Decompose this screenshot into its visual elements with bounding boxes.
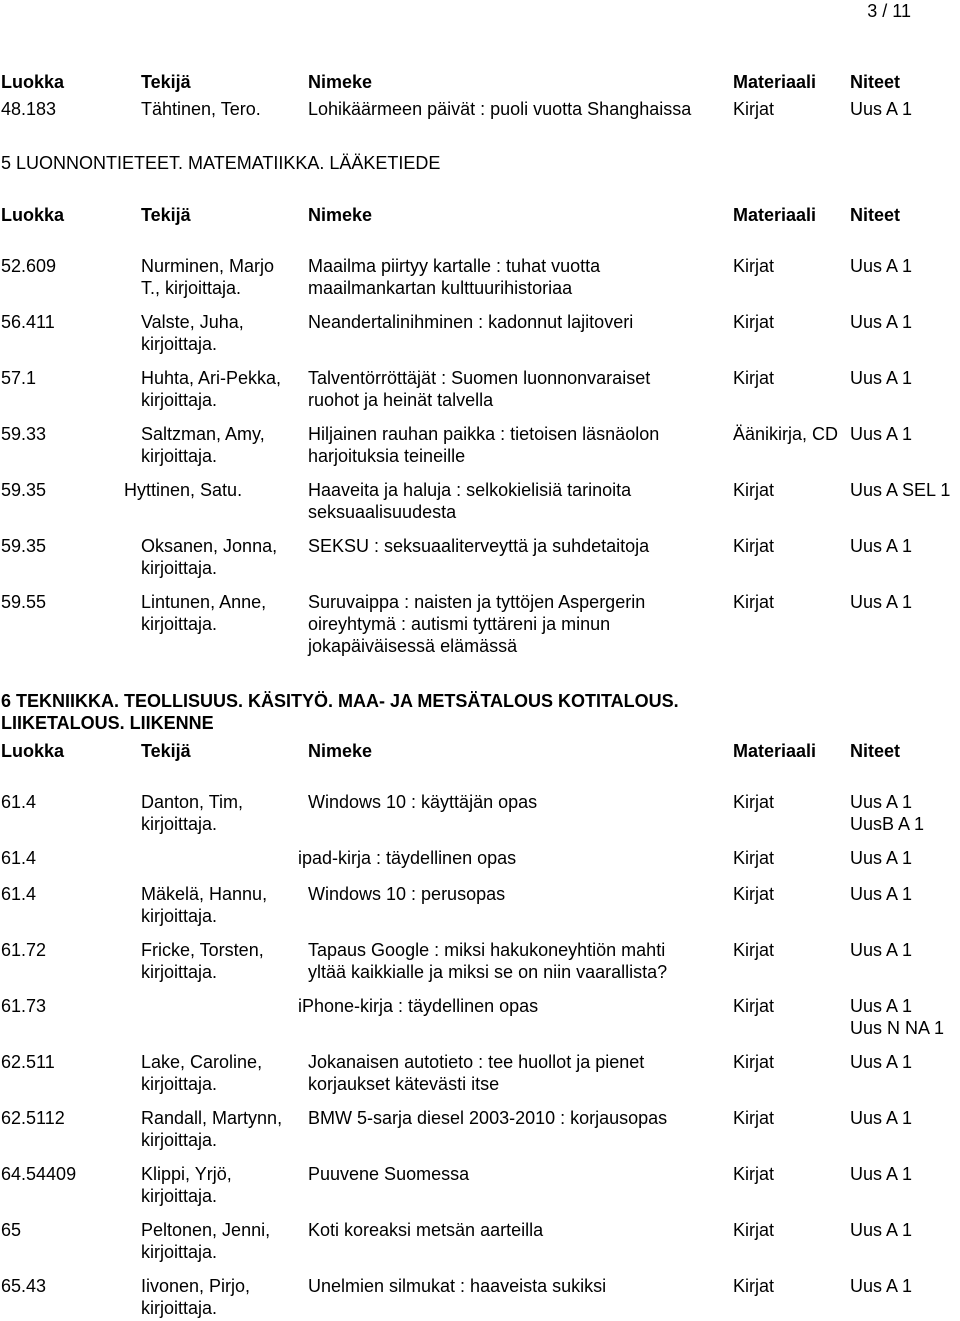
section5-row-nimeke: jokapäiväisessä elämässä: [308, 636, 518, 656]
section6-row-niteet: Uus A 1: [850, 1276, 913, 1296]
header-nimeke: Nimeke: [308, 72, 373, 92]
section6-row-tekija: Randall, Martynn,: [141, 1108, 283, 1128]
section6-row-tekija: kirjoittaja.: [141, 1242, 218, 1262]
section6-row-nimeke: Puuvene Suomessa: [308, 1164, 470, 1184]
section6-row-nimeke: korjaukset kätevästi itse: [308, 1074, 500, 1094]
top-row-tekija: Tähtinen, Tero.: [141, 99, 261, 119]
section5-row-tekija: kirjoittaja.: [141, 558, 218, 578]
section6-row-tekija: Mäkelä, Hannu,: [141, 884, 268, 904]
section6-row-tekija: Fricke, Torsten,: [141, 940, 264, 960]
section6-row-niteet: Uus A 1: [850, 792, 913, 812]
section5-row-tekija: kirjoittaja.: [141, 334, 218, 354]
section5-row-niteet: Uus A 1: [850, 536, 913, 556]
section5-row-materiaali: Kirjat: [733, 312, 775, 332]
section6-row-luokka: 61.4: [1, 884, 37, 904]
section6-row-nimeke: ipad-kirja : täydellinen opas: [298, 848, 517, 868]
section5-title: 5 LUONNONTIETEET. MATEMATIIKKA. LÄÄKETIEDE: [1, 153, 441, 173]
section5-row-tekija: Nurminen, Marjo: [141, 256, 275, 276]
section6-row-luokka: 65: [1, 1220, 22, 1240]
section5-row-nimeke: Hiljainen rauhan paikka : tietoisen läsnäolon: [308, 424, 660, 444]
section6-row-niteet: Uus A 1: [850, 884, 913, 904]
section5-row-tekija: kirjoittaja.: [141, 446, 218, 466]
section6-header-luokka: Luokka: [1, 741, 65, 761]
header-tekija: Tekijä: [141, 72, 191, 92]
top-row-niteet: Uus A 1: [850, 99, 913, 119]
section5-row-niteet: Uus A 1: [850, 424, 913, 444]
section5-row-tekija: Huhta, Ari-Pekka,: [141, 368, 282, 388]
top-row-materiaali: Kirjat: [733, 99, 775, 119]
section5-row-luokka: 59.35: [1, 536, 47, 556]
section6-row-luokka: 61.4: [1, 792, 37, 812]
section6-row-nimeke: Jokanaisen autotieto : tee huollot ja pienet: [308, 1052, 645, 1072]
section6-row-materiaali: Kirjat: [733, 996, 775, 1016]
section6-row-materiaali: Kirjat: [733, 940, 775, 960]
section5-row-nimeke: Maailma piirtyy kartalle : tuhat vuotta: [308, 256, 601, 276]
section6-row-nimeke: Windows 10 : perusopas: [308, 884, 506, 904]
page-number: 3 / 11: [867, 1, 911, 21]
section6-row-materiaali: Kirjat: [733, 884, 775, 904]
section6-row-tekija: kirjoittaja.: [141, 1186, 218, 1206]
section6-row-niteet: Uus A 1: [850, 1164, 913, 1184]
section5-row-niteet: Uus A 1: [850, 592, 913, 612]
section6-row-tekija: Danton, Tim,: [141, 792, 244, 812]
section6-row-nimeke: Tapaus Google : miksi hakukoneyhtiön mahti: [308, 940, 666, 960]
section6-row-nimeke: Koti koreaksi metsän aarteilla: [308, 1220, 544, 1240]
section5-row-niteet: Uus A 1: [850, 312, 913, 332]
section6-row-tekija: kirjoittaja.: [141, 906, 218, 926]
section6-row-nimeke: yltää kaikkialle ja miksi se on niin vaarallista?: [308, 962, 668, 982]
section6-row-niteet: Uus A 1: [850, 1108, 913, 1128]
section6-row-luokka: 64.54409: [1, 1164, 77, 1184]
section5-row-niteet: Uus A 1: [850, 256, 913, 276]
section6-row-tekija: Iivonen, Pirjo,: [141, 1276, 251, 1296]
section6-row-materiaali: Kirjat: [733, 1052, 775, 1072]
section6-header-nimeke: Nimeke: [308, 741, 373, 761]
section6-row-niteet: Uus A 1: [850, 848, 913, 868]
section6-title-line-2: LIIKETALOUS. LIIKENNE: [1, 713, 214, 733]
section6-row-materiaali: Kirjat: [733, 1220, 775, 1240]
section5-row-tekija: kirjoittaja.: [141, 614, 218, 634]
section6-row-nimeke: Windows 10 : käyttäjän opas: [308, 792, 538, 812]
section5-row-luokka: 59.35: [1, 480, 47, 500]
section6-title-line-1: 6 TEKNIIKKA. TEOLLISUUS. KÄSITYÖ. MAA- JA METSÄTALOUS KOTITALOUS.: [1, 691, 679, 711]
section5-row-luokka: 52.609: [1, 256, 57, 276]
section5-row-nimeke: Talventörröttäjät : Suomen luonnonvaraiset: [308, 368, 651, 388]
section6-row-niteet: UusB A 1: [850, 814, 925, 834]
section5-row-tekija: Hyttinen, Satu.: [124, 480, 243, 500]
section6-row-niteet: Uus N NA 1: [850, 1018, 945, 1038]
section5-row-nimeke: maailmankartan kulttuurihistoriaa: [308, 278, 573, 298]
section6-row-luokka: 65.43: [1, 1276, 47, 1296]
section6-row-tekija: Peltonen, Jenni,: [141, 1220, 271, 1240]
section6-row-nimeke: Unelmien silmukat : haaveista sukiksi: [308, 1276, 607, 1296]
section6-row-niteet: Uus A 1: [850, 1052, 913, 1072]
section6-header-materiaali: Materiaali: [733, 741, 817, 761]
section5-header-tekija: Tekijä: [141, 205, 191, 225]
top-row-luokka: 48.183: [1, 99, 57, 119]
section6-row-luokka: 62.511: [1, 1052, 55, 1072]
section5-row-materiaali: Äänikirja, CD: [733, 424, 839, 444]
section5-row-nimeke: seksuaalisuudesta: [308, 502, 457, 522]
section6-row-tekija: kirjoittaja.: [141, 962, 218, 982]
section6-row-materiaali: Kirjat: [733, 1164, 775, 1184]
section5-row-nimeke: SEKSU : seksuaaliterveyttä ja suhdetaitoja: [308, 536, 650, 556]
section5-header-luokka: Luokka: [1, 205, 65, 225]
header-luokka: Luokka: [1, 72, 65, 92]
header-materiaali: Materiaali: [733, 72, 817, 92]
section5-row-luokka: 56.411: [1, 312, 55, 332]
section6-header-tekija: Tekijä: [141, 741, 191, 761]
section6-row-materiaali: Kirjat: [733, 1276, 775, 1296]
section5-row-materiaali: Kirjat: [733, 592, 775, 612]
section5-row-tekija: Lintunen, Anne,: [141, 592, 267, 612]
header-niteet: Niteet: [850, 72, 901, 92]
section5-row-tekija: kirjoittaja.: [141, 390, 218, 410]
section5-row-luokka: 59.55: [1, 592, 47, 612]
section6-row-tekija: Klippi, Yrjö,: [141, 1164, 232, 1184]
section6-header-niteet: Niteet: [850, 741, 901, 761]
section5-row-materiaali: Kirjat: [733, 480, 775, 500]
top-row-nimeke: Lohikäärmeen päivät : puoli vuotta Shanghaissa: [308, 99, 692, 119]
section6-row-luokka: 62.5112: [1, 1108, 65, 1128]
section6-row-tekija: kirjoittaja.: [141, 1298, 218, 1318]
section6-row-tekija: kirjoittaja.: [141, 1130, 218, 1150]
section6-row-nimeke: BMW 5-sarja diesel 2003-2010 : korjausopas: [308, 1108, 668, 1128]
section5-header-nimeke: Nimeke: [308, 205, 373, 225]
section6-row-materiaali: Kirjat: [733, 792, 775, 812]
section6-row-materiaali: Kirjat: [733, 1108, 775, 1128]
section6-row-luokka: 61.4: [1, 848, 37, 868]
section5-row-materiaali: Kirjat: [733, 256, 775, 276]
section6-row-niteet: Uus A 1: [850, 940, 913, 960]
section6-row-niteet: Uus A 1: [850, 996, 913, 1016]
section5-row-niteet: Uus A SEL 1: [850, 480, 951, 500]
section5-row-nimeke: ruohot ja heinät talvella: [308, 390, 494, 410]
section6-row-tekija: kirjoittaja.: [141, 1074, 218, 1094]
section5-row-tekija: T., kirjoittaja.: [141, 278, 242, 298]
section6-row-tekija: Lake, Caroline,: [141, 1052, 263, 1072]
section5-row-nimeke: harjoituksia teineille: [308, 446, 466, 466]
section6-row-niteet: Uus A 1: [850, 1220, 913, 1240]
section5-row-materiaali: Kirjat: [733, 368, 775, 388]
section5-row-nimeke: Suruvaippa : naisten ja tyttöjen Aspergerin: [308, 592, 646, 612]
section5-row-tekija: Oksanen, Jonna,: [141, 536, 278, 556]
section6-row-nimeke: iPhone-kirja : täydellinen opas: [298, 996, 539, 1016]
section5-row-tekija: Saltzman, Amy,: [141, 424, 265, 444]
section5-header-materiaali: Materiaali: [733, 205, 817, 225]
section6-row-tekija: kirjoittaja.: [141, 814, 218, 834]
section5-row-niteet: Uus A 1: [850, 368, 913, 388]
section5-header-niteet: Niteet: [850, 205, 901, 225]
section5-row-nimeke: Neandertalinihminen : kadonnut lajitoveri: [308, 312, 634, 332]
section6-row-luokka: 61.73: [1, 996, 47, 1016]
section5-row-luokka: 57.1: [1, 368, 37, 388]
section6-row-luokka: 61.72: [1, 940, 47, 960]
section6-row-materiaali: Kirjat: [733, 848, 775, 868]
section5-row-materiaali: Kirjat: [733, 536, 775, 556]
section5-row-tekija: Valste, Juha,: [141, 312, 244, 332]
section5-row-nimeke: oireyhtymä : autismi tyttäreni ja minun: [308, 614, 611, 634]
section5-row-nimeke: Haaveita ja haluja : selkokielisiä tarinoita: [308, 480, 632, 500]
section5-row-luokka: 59.33: [1, 424, 47, 444]
